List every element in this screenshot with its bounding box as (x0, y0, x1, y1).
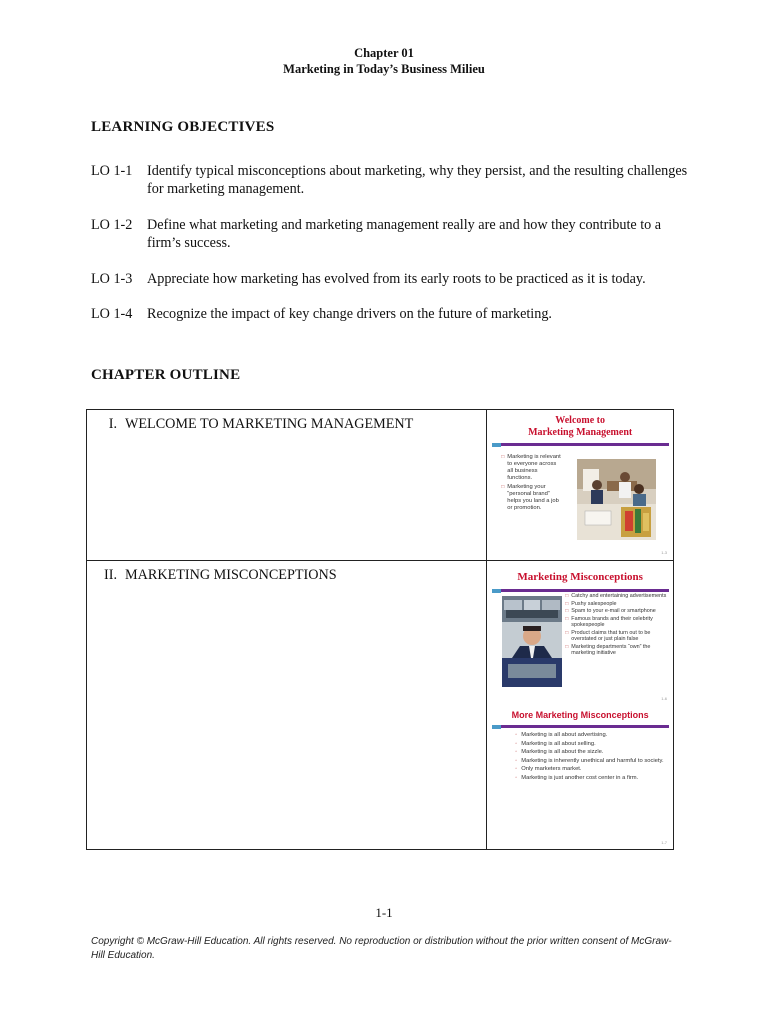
chapter-outline-table (86, 409, 674, 850)
outline-topic (87, 410, 487, 561)
bullet-icon: ▫ (515, 732, 518, 738)
slide-bullet: □ Marketing your “personal brand” helps you land a job or promotion. (501, 483, 559, 511)
salesman-photo (502, 596, 562, 687)
bullet-icon: ▫ (515, 740, 518, 747)
objective-text: Recognize the impact of key change drivers on the future of marketing. (147, 306, 552, 322)
slide-number: 1-6 (661, 696, 667, 701)
chapter-title: Marketing in Today’s Business Milieu (283, 62, 485, 76)
slide-divider (492, 589, 669, 592)
slide-divider-tab (492, 443, 501, 447)
learning-objective (91, 162, 691, 198)
slide-bullets (565, 593, 668, 658)
slide-cell (487, 561, 674, 850)
slide-divider (492, 443, 669, 446)
slide-bullet: ▫ Marketing is all about advertising. (515, 732, 608, 738)
bullet-icon: □ (565, 608, 569, 615)
slide-bullet: □ Marketing departments “own” the marketing initiative (565, 643, 651, 657)
objective-code: LO 1-4 (91, 306, 133, 322)
slide-number: 1-3 (661, 550, 667, 555)
slide-bullet: ▫ Marketing is all about the sizzle. (515, 749, 604, 755)
learning-objectives-heading: LEARNING OBJECTIVES (91, 119, 275, 135)
slide-title: Marketing Misconceptions (517, 571, 643, 583)
slide-thumbnail (489, 707, 671, 847)
slide-divider-tab (492, 725, 501, 729)
chapter-outline-heading: CHAPTER OUTLINE (91, 367, 241, 383)
objective-code: LO 1-2 (91, 217, 133, 233)
slide-divider-tab (492, 589, 501, 593)
slide-title (489, 412, 671, 439)
slide-bullet: □ Catchy and entertaining advertisements (565, 593, 667, 599)
learning-objective (91, 216, 691, 252)
copyright-notice: Copyright © McGraw-Hill Education. All rights reserved. No reproduction or distribution without the prior written consent of McGraw-Hill Education. (91, 936, 672, 961)
learning-objective (91, 305, 691, 323)
bullet-icon: □ (501, 454, 505, 460)
slide-divider (492, 725, 669, 728)
office-photo (577, 459, 656, 540)
slide-bullet: □ Spam to your e-mail or smartphone (565, 608, 656, 615)
slide-bullet: ▫ Only marketers market. (515, 766, 582, 772)
outline-numeral: II. (104, 567, 117, 583)
slide-bullets (501, 454, 563, 513)
slide-bullet: □ Pushy salespeople (565, 600, 617, 607)
slide-title-line: Marketing Management (528, 427, 633, 438)
chapter-number: Chapter 01 (354, 46, 414, 60)
slide-title: More Marketing Misconceptions (511, 710, 649, 720)
outline-row (87, 410, 674, 561)
slide-bullet: □ Product claims that turn out to be overstated or just plain false (565, 630, 651, 643)
objective-text: Identify typical misconceptions about marketing, why they persist, and the resulting challenges for marketing management. (147, 163, 688, 197)
objective-code: LO 1-1 (91, 163, 133, 179)
bullet-icon: □ (565, 593, 569, 599)
bullet-icon: ▫ (515, 749, 518, 755)
bullet-icon: ▫ (515, 774, 518, 781)
bullet-icon: □ (501, 483, 505, 490)
outline-title: MARKETING MISCONCEPTIONS (125, 567, 337, 583)
office-photo-illustration (577, 459, 656, 540)
outline-numeral: I. (108, 416, 117, 432)
learning-objective (91, 270, 691, 288)
bullet-icon: ▫ (515, 757, 518, 764)
bullet-icon: □ (565, 616, 569, 623)
slide-bullets (515, 732, 671, 783)
slide-title-line: Welcome to (555, 415, 605, 426)
objective-text: Define what marketing and marketing management really are and how they contribute to a firm’s success. (147, 217, 662, 251)
bullet-icon: □ (565, 600, 569, 607)
slide-cell (487, 410, 674, 561)
outline-topic (87, 561, 487, 850)
slide-thumbnail (489, 412, 671, 557)
salesman-photo-illustration (502, 596, 562, 687)
slide-bullet: □ Famous brands and their celebrity spokespeople (565, 616, 653, 629)
slide-thumbnail (489, 563, 671, 703)
slide-bullet: ▫ Marketing is just another cost center in a firm. (515, 774, 639, 781)
page-number: 1-1 (375, 905, 393, 920)
slide-bullet: □ Marketing is relevant to everyone across all business functions. (501, 454, 561, 481)
bullet-icon: □ (565, 643, 569, 650)
slide-number: 1-7 (661, 840, 667, 845)
outline-title: WELCOME TO MARKETING MANAGEMENT (125, 416, 414, 432)
bullet-icon: ▫ (515, 766, 518, 772)
objective-code: LO 1-3 (91, 271, 133, 287)
outline-row (87, 561, 674, 850)
slide-bullet: ▫ Marketing is inherently unethical and harmful to society. (515, 757, 664, 764)
objective-text: Appreciate how marketing has evolved from its early roots to be practiced as it is today. (147, 271, 646, 287)
slide-bullet: ▫ Marketing is all about selling. (515, 740, 596, 747)
page-header (0, 45, 768, 77)
bullet-icon: □ (565, 630, 569, 637)
